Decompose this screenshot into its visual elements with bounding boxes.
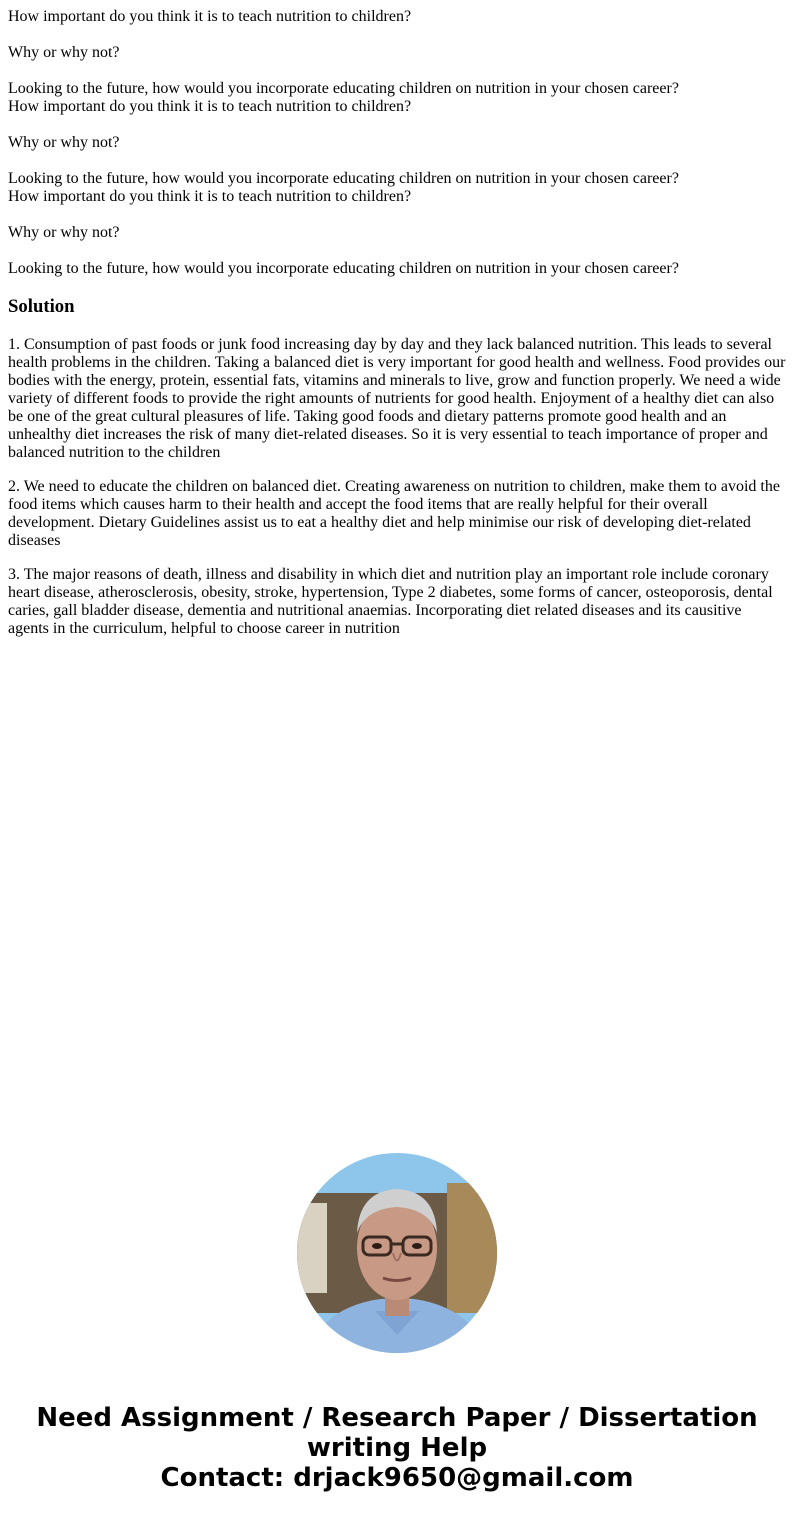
promo-line-1: Need Assignment / Research Paper / Dissertation: [36, 1403, 758, 1433]
question-importance: How important do you think it is to teach nutrition to children?: [8, 8, 412, 25]
promo-line-2: writing Help: [306, 1433, 488, 1463]
question-why: Why or why not?: [8, 44, 120, 61]
question-block: [8, 188, 786, 278]
question-career: Looking to the future, how would you incorporate educating children on nutrition in your chosen career?: [8, 170, 679, 187]
promo-contact: Contact: drjack9650@gmail.com: [160, 1463, 634, 1493]
question-why: Why or why not?: [8, 224, 120, 241]
question-why: Why or why not?: [8, 134, 120, 151]
solution-answer-1: 1. Consumption of past foods or junk food increasing day by day and they lack balanced nutrition. This leads to several health problems in the children. Taking a balanced diet is very important for good health and wellness. Food provides our bodies with the energy, protein, essential fats, vitamins and minerals to live, grow and function properly. We need a wide variety of different foods to provide the right amounts of nutrients for good health. Enjoyment of a healthy diet can also be one of the great cultural pleasures of life. Taking good foods and dietary patterns promote good health and an unhealthy diet increases the risk of many diet-related diseases. So it is very essential to teach importance of proper and balanced nutrition to the children: [8, 336, 786, 461]
person-portrait-icon: [297, 1153, 497, 1353]
question-career: Looking to the future, how would you incorporate educating children on nutrition in your chosen career?: [8, 80, 679, 97]
question-career: Looking to the future, how would you incorporate educating children on nutrition in your chosen career?: [8, 260, 679, 277]
question-importance: How important do you think it is to teach nutrition to children?: [8, 98, 412, 115]
page-content: [8, 8, 786, 654]
question-block: [8, 98, 786, 188]
question-block: [8, 8, 786, 98]
solution-answer-2: 2. We need to educate the children on balanced diet. Creating awareness on nutrition to children, make them to avoid the food items which causes harm to their health and accept the food items that are really helpful for their overall development. Dietary Guidelines assist us to eat a healthy diet and help minimise our risk of developing diet-related diseases: [8, 478, 780, 549]
question-importance: How important do you think it is to teach nutrition to children?: [8, 188, 412, 205]
promo-footer: [0, 1403, 794, 1493]
avatar: [297, 1153, 497, 1353]
solution-answer-3: 3. The major reasons of death, illness and disability in which diet and nutrition play an important role include coronary heart disease, atherosclerosis, obesity, stroke, hypertension, Type 2 diabetes, some forms of cancer, osteoporosis, dental caries, gall bladder disease, dementia and nutritional anaemias. Incorporating diet related diseases and its causitive agents in the curriculum, helpful to choose career in nutrition: [8, 566, 773, 637]
solution-heading: Solution: [8, 296, 75, 317]
